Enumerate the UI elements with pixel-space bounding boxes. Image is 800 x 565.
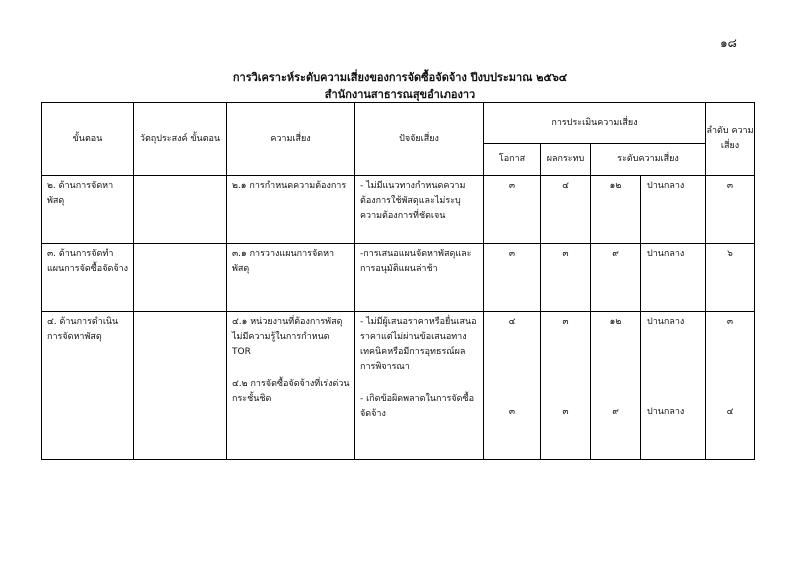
risk-cell: ๔.๒ การจัดซื้อจัดจ้างที่เร่งด่วนกระชั้นชิด bbox=[232, 379, 350, 404]
risk-factor-cell: - ไม่มีผู้เสนอราคาหรือยื่นเสนอราคาแต่ไม่ผ่านข้อเสนอทางเทคนิคหรือมีการอุทธรณ์ผลการพิจารณา bbox=[360, 317, 477, 372]
impact-cell: ๓ bbox=[562, 317, 569, 327]
step-cell: ๓. ด้านการจัดทำแผนการจัดซื้อจัดจ้าง bbox=[47, 249, 129, 274]
risk-factor-cell: - ไม่มีแนวทางกำหนดความต้องการใช้พัสดุและไม่ระบุความต้องการที่ชัดเจน bbox=[360, 181, 466, 221]
objective-cell bbox=[134, 244, 226, 247]
risk-score-cell: ๑๒ bbox=[609, 317, 622, 327]
header-risk: ความเสี่ยง bbox=[227, 103, 355, 176]
header-likelihood: โอกาส bbox=[484, 144, 541, 176]
likelihood-cell: ๓ bbox=[508, 407, 516, 417]
table-row bbox=[42, 312, 755, 460]
impact-cell: ๓ bbox=[562, 407, 569, 417]
impact-cell: ๓ bbox=[562, 249, 569, 259]
header-risk-factor: ปัจจัยเสี่ยง bbox=[355, 103, 484, 176]
risk-level-cell: ปานกลาง bbox=[647, 181, 685, 191]
likelihood-cell: ๔ bbox=[508, 317, 516, 327]
header-step: ขั้นตอน bbox=[42, 103, 134, 176]
step-cell: ๔. ด้านการดำเนินการจัดหาพัสดุ bbox=[47, 317, 119, 342]
likelihood-cell: ๓ bbox=[508, 249, 516, 259]
risk-level-cell: ปานกลาง bbox=[647, 249, 685, 259]
risk-factor-cell: - เกิดข้อผิดพลาดในการจัดซื้อจัดจ้าง bbox=[360, 394, 475, 419]
table-row bbox=[42, 244, 755, 312]
likelihood-cell: ๓ bbox=[508, 181, 516, 191]
rank-cell: ๖ bbox=[727, 249, 733, 259]
impact-cell: ๔ bbox=[562, 181, 569, 191]
step-cell: ๒. ด้านการจัดหาพัสดุ bbox=[47, 181, 114, 206]
table-row bbox=[42, 176, 755, 244]
header-risk-level: ระดับความเสี่ยง bbox=[591, 144, 706, 176]
risk-level-cell: ปานกลาง bbox=[647, 317, 685, 327]
objective-cell bbox=[134, 176, 226, 179]
risk-score-cell: ๙ bbox=[612, 407, 619, 417]
document-title: การวิเคราะห์ระดับความเสี่ยงของการจัดซื้อจัดจ้าง ปีงบประมาณ ๒๕๖๔ bbox=[232, 71, 568, 84]
header-assessment: การประเมินความเสี่ยง bbox=[484, 103, 706, 144]
risk-score-cell: ๑๒ bbox=[609, 181, 622, 191]
header-impact: ผลกระทบ bbox=[541, 144, 591, 176]
risk-cell: ๓.๑ การวางแผนการจัดหาพัสดุ bbox=[232, 249, 335, 274]
document-subtitle: สำนักงานสาธารณสุขอำเภองาว bbox=[324, 88, 476, 101]
header-objective: วัตถุประสงค์ ขั้นตอน bbox=[134, 103, 227, 176]
risk-level-cell: ปานกลาง bbox=[647, 407, 685, 417]
rank-cell: ๓ bbox=[726, 181, 734, 191]
page-number: ๑๘ bbox=[720, 36, 737, 50]
risk-score-cell: ๙ bbox=[612, 249, 619, 259]
risk-factor-cell: -การเสนอแผนจัดหาพัสดุและการอนุมัติแผนล่าช้า bbox=[360, 249, 472, 274]
rank-cell: ๔ bbox=[726, 407, 734, 417]
objective-cell bbox=[134, 312, 226, 315]
rank-cell: ๓ bbox=[726, 317, 734, 327]
header-rank: ลำดับ ความเสี่ยง bbox=[706, 103, 755, 176]
risk-assessment-table bbox=[41, 102, 755, 460]
risk-cell: ๒.๑ การกำหนดความต้องการ bbox=[232, 181, 347, 191]
risk-cell: ๔.๑ หน่วยงานที่ต้องการพัสดุไม่มีความรู้ในการกำหนด TOR bbox=[232, 317, 343, 357]
